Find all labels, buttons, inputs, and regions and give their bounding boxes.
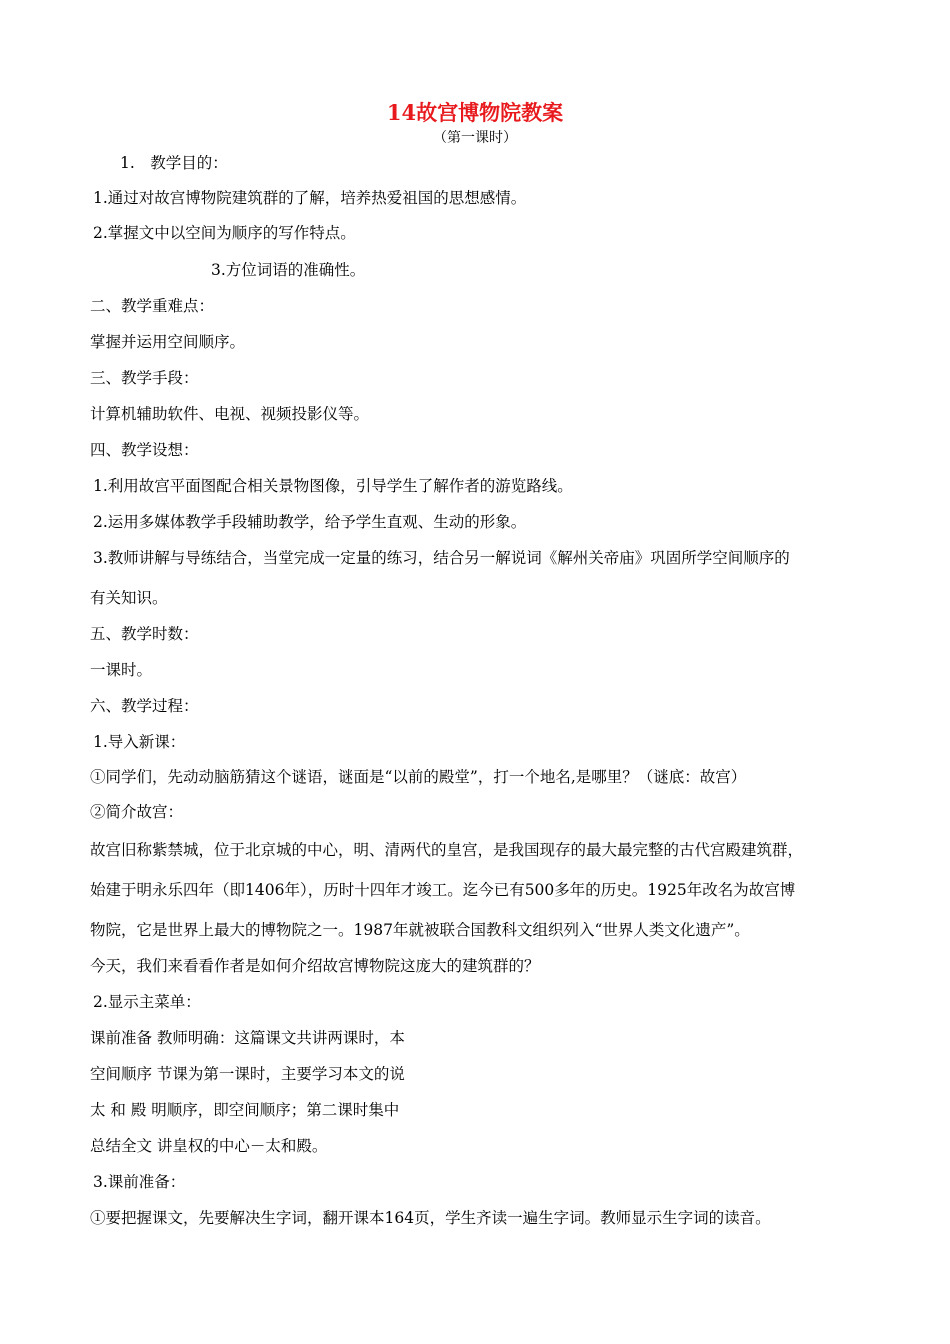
paragraph-line: 2.掌握文中以空间为顺序的写作特点。 [93,224,356,242]
paragraph-line: 1.通过对故宫博物院建筑群的了解，培养热爱祖国的思想感情。 [93,189,527,207]
paragraph-line: 故宫旧称紫禁城，位于北京城的中心，明、清两代的皇宫，是我国现存的最大最完整的古代宫殿建筑群， [90,841,804,859]
paragraph-line: 1.导入新课： [93,733,186,751]
document-title: 14故宫博物院教案 [386,100,564,125]
paragraph-line: 掌握并运用空间顺序。 [90,333,246,351]
section-heading: 五、教学时数： [90,625,199,643]
paragraph-line: 始建于明永乐四年（即1406年），历时十四年才竣工。迄今已有500多年的历史。1925年改名为故宫博 [90,881,796,899]
paragraph-line: 1.利用故宫平面图配合相关景物图像，引导学生了解作者的游览路线。 [93,477,573,495]
paragraph-line: ①同学们，先动动脑筋猜这个谜语，谜面是“以前的殿堂”，打一个地名,是哪里？（谜底：故宫） [90,768,747,786]
paragraph-line: 3.方位词语的准确性。 [211,261,366,279]
paragraph-line: 有关知识。 [90,589,168,607]
paragraph-line: 今天，我们来看看作者是如何介绍故宫博物院这庞大的建筑群的？ [90,957,540,975]
paragraph-line: 计算机辅助软件、电视、视频投影仪等。 [90,405,370,423]
section-heading: 六、教学过程： [90,697,199,715]
paragraph-line: 3.教师讲解与导练结合，当堂完成一定量的练习，结合另一解说词《解州关帝庙》巩固所学空间顺序的 [93,549,790,567]
paragraph-line: 2.显示主菜单： [93,993,201,1011]
paragraph-line: 一课时。 [90,661,153,679]
document-subtitle: （第一课时） [433,130,517,146]
paragraph-line: ②简介故宫： [90,803,184,821]
paragraph-line: 3.课前准备： [93,1173,186,1191]
section-heading-objectives: 1. 教学目的： [120,154,228,172]
paragraph-line: 物院，它是世界上最大的博物院之一。1987年就被联合国教科文组织列入“世界人类文化遗产”。 [90,921,750,939]
paragraph-line: 空间顺序 节课为第一课时，主要学习本文的说 [90,1065,405,1083]
section-heading: 二、教学重难点： [90,297,215,315]
paragraph-line: 2.运用多媒体教学手段辅助教学，给予学生直观、生动的形象。 [93,513,527,531]
paragraph-line: 课前准备 教师明确：这篇课文共讲两课时，本 [90,1029,405,1047]
paragraph-line: 太 和 殿 明顺序，即空间顺序；第二课时集中 [90,1101,400,1119]
section-heading: 三、教学手段： [90,369,199,387]
paragraph-line: ①要把握课文，先要解决生字词，翻开课本164页，学生齐读一遍生字词。教师显示生字词的读音。 [90,1209,771,1227]
section-heading: 四、教学设想： [90,441,199,459]
paragraph-line: 总结全文 讲皇权的中心－太和殿。 [90,1137,328,1155]
